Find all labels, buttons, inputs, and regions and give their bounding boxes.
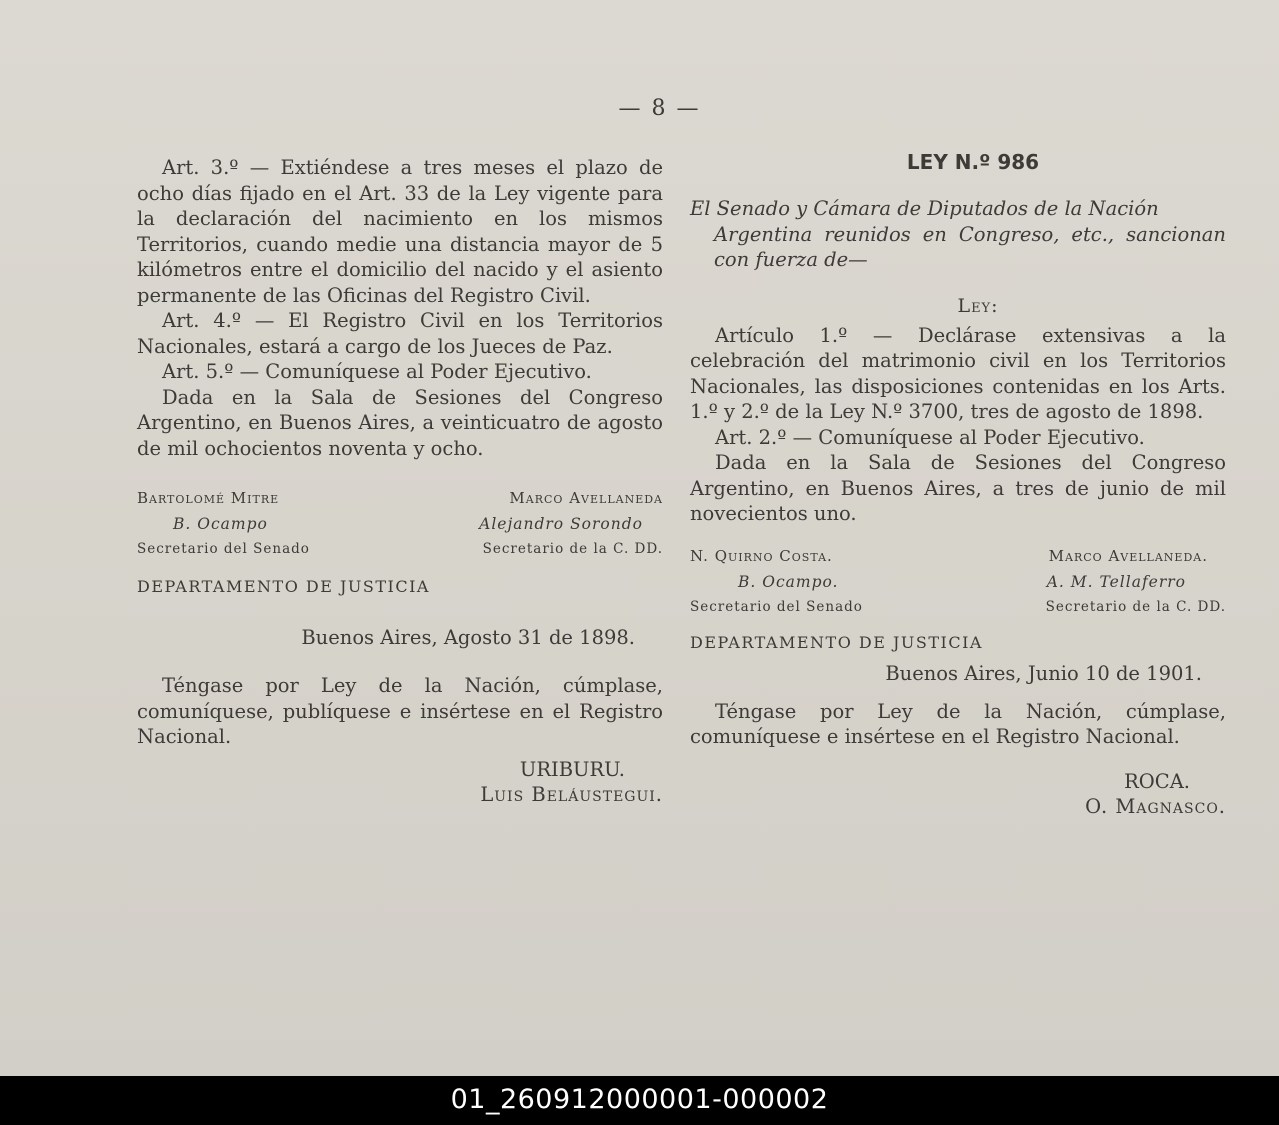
- senate-secretary-name: B. Ocampo: [173, 515, 268, 533]
- senate-secretary-role: Secretario del Senado: [137, 541, 310, 557]
- chamber-secretary-name: Alejandro Sorondo: [479, 515, 643, 533]
- given-statement: Dada en la Sala de Sesiones del Congreso Argentino, en Buenos Aires, a tres de junio de mil novecientos uno.: [690, 451, 1226, 525]
- senate-president-name: N. Quirno Costa.: [690, 546, 833, 565]
- article-2: Art. 2.º — Comuníquese al Poder Ejecutivo.: [715, 425, 1145, 449]
- chamber-president-name: Marco Avellaneda: [509, 489, 663, 507]
- preamble-first-line: El Senado y Cámara de Diputados de la Nación: [690, 197, 1159, 220]
- signature-names: [137, 489, 663, 507]
- secretary-names: [690, 573, 1226, 591]
- minister-signature: Luis Beláustegui.: [480, 782, 663, 806]
- page-number: — 8 —: [618, 96, 701, 121]
- preamble-rest: Argentina reunidos en Congreso, etc., sancionan con fuerza de—: [714, 222, 1226, 271]
- president-signature: URIBURU.: [519, 757, 625, 781]
- promulgation-decree: Téngase por Ley de la Nación, cúmplase, comuníquese, publíquese e insértese en el Registro Nacional.: [137, 674, 663, 748]
- chamber-secretary-role: Secretario de la C. DD.: [482, 541, 663, 557]
- secretary-names: [137, 515, 663, 533]
- ley-heading: Ley:: [957, 294, 999, 317]
- chamber-secretary-name: A. M. Tellaferro: [1046, 572, 1186, 591]
- promulgation-decree: Téngase por Ley de la Nación, cúmplase, comuníquese e insértese en el Registro Nacional.: [690, 699, 1226, 748]
- article-1: Artículo 1.º — Declárase extensivas a la celebración del matrimonio civil en los Territorios Nacionales, las disposiciones contenidas en los Arts. 1.º y 2.º de la Ley N.º 3700, tres de agosto de 1898.: [690, 323, 1226, 423]
- secretary-roles: [137, 541, 663, 557]
- department-heading: DEPARTAMENTO DE JUSTICIA: [137, 577, 430, 596]
- article-3: Art. 3.º — Extiéndese a tres meses el plazo de ocho días fijado en el Art. 33 de la Ley vigente para la declaración del nacimiento en los mismos Territorios, cuando medie una distancia mayor de 5 kilómetros entre el domicilio del nacido y el asiento permanente de las Oficinas del Registro Civil.: [137, 156, 663, 307]
- chamber-president-name: Marco Avellaneda.: [1048, 546, 1208, 565]
- given-statement: Dada en la Sala de Sesiones del Congreso Argentino, en Buenos Aires, a veinticuatro de agosto de mil ochocientos noventa y ocho.: [137, 385, 663, 460]
- right-column: [690, 150, 1226, 818]
- senate-secretary-role: Secretario del Senado: [690, 598, 863, 615]
- law-title: LEY N.º 986: [906, 150, 1040, 174]
- image-id-footer: 01_260912000001-000002: [0, 1076, 1279, 1125]
- president-signature: ROCA.: [1124, 769, 1190, 793]
- senate-secretary-name: B. Ocampo.: [738, 572, 839, 591]
- place-date: Buenos Aires, Agosto 31 de 1898.: [301, 626, 635, 649]
- article-5: Art. 5.º — Comuníquese al Poder Ejecutivo.: [162, 360, 592, 383]
- left-column: [137, 155, 663, 806]
- secretary-roles: [690, 599, 1226, 615]
- minister-signature: O. Magnasco.: [1085, 794, 1226, 818]
- article-4: Art. 4.º — El Registro Civil en los Territorios Nacionales, estará a cargo de los Jueces de Paz.: [137, 309, 663, 358]
- preamble: [690, 196, 1226, 273]
- signature-names: [690, 547, 1226, 565]
- place-date: Buenos Aires, Junio 10 de 1901.: [885, 661, 1202, 685]
- chamber-secretary-role: Secretario de la C. DD.: [1045, 598, 1226, 615]
- senate-president-name: Bartolomé Mitre: [137, 489, 280, 507]
- department-heading: DEPARTAMENTO DE JUSTICIA: [690, 632, 983, 652]
